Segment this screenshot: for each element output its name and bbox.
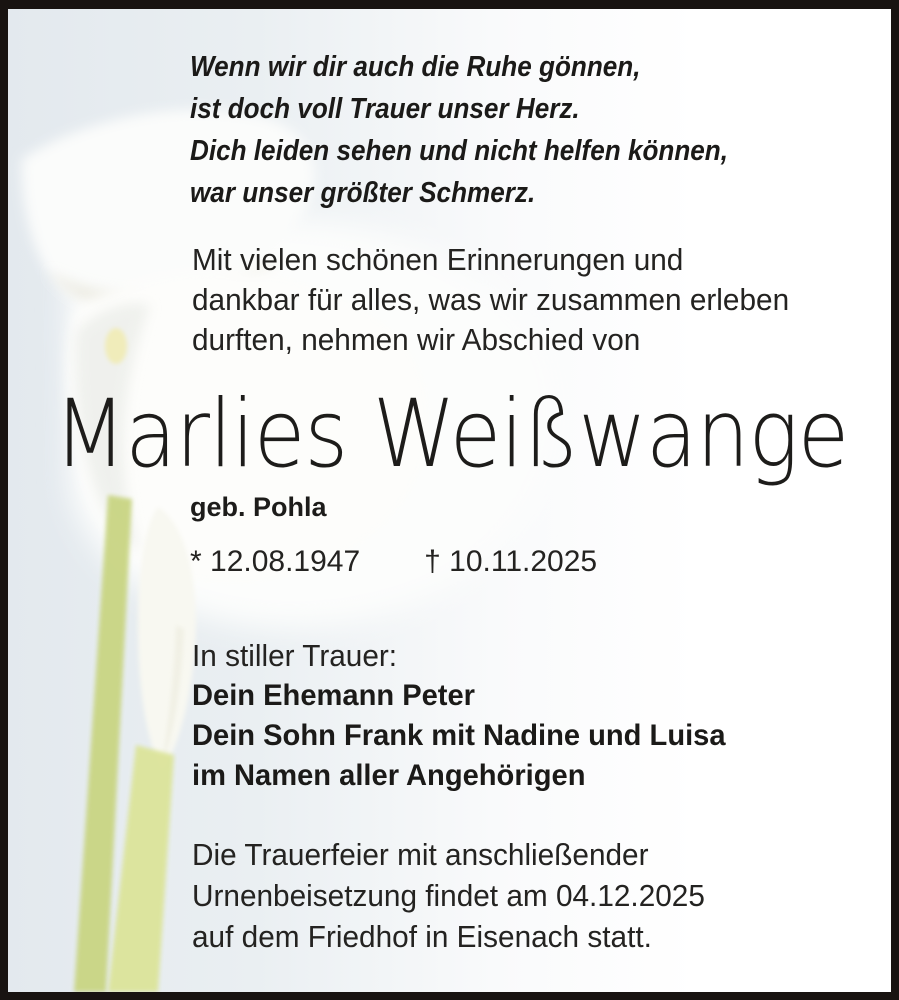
mourner-line: im Namen aller Angehörigen	[192, 759, 586, 792]
funeral-line: Die Trauerfeier mit anschließender	[192, 837, 649, 872]
life-dates	[190, 542, 597, 582]
mourner-line: Dein Sohn Frank mit Nadine und Luisa	[192, 719, 726, 752]
spadix	[105, 328, 127, 364]
verse-line: war unser größter Schmerz.	[190, 177, 536, 209]
verse-line: ist doch voll Trauer unser Herz.	[190, 93, 580, 125]
birth-date: * 12.08.1947	[190, 545, 361, 578]
verse-line: Wenn wir dir auch die Ruhe gönnen,	[190, 51, 641, 83]
condolence-verse	[190, 46, 728, 214]
intro-paragraph	[192, 240, 789, 360]
mourners-list	[192, 676, 726, 796]
mourner-line: Dein Ehemann Peter	[192, 679, 476, 712]
death-date: † 10.11.2025	[424, 545, 598, 578]
intro-line: Mit vielen schönen Erinnerungen und	[192, 242, 684, 277]
maiden-name: geb. Pohla	[190, 492, 327, 522]
intro-line: dankbar für alles, was wir zusammen erleben	[192, 282, 790, 317]
funeral-line: Urnenbeisetzung findet am 04.12.2025	[192, 878, 705, 913]
funeral-line: auf dem Friedhof in Eisenach statt.	[192, 919, 652, 954]
mourning-intro: In stiller Trauer:	[192, 638, 398, 673]
funeral-announcement	[192, 834, 705, 957]
intro-line: durften, nehmen wir Abschied von	[192, 322, 641, 357]
deceased-name: Marlies Weißwange	[54, 380, 849, 489]
verse-line: Dich leiden sehen und nicht helfen können,	[190, 135, 729, 167]
